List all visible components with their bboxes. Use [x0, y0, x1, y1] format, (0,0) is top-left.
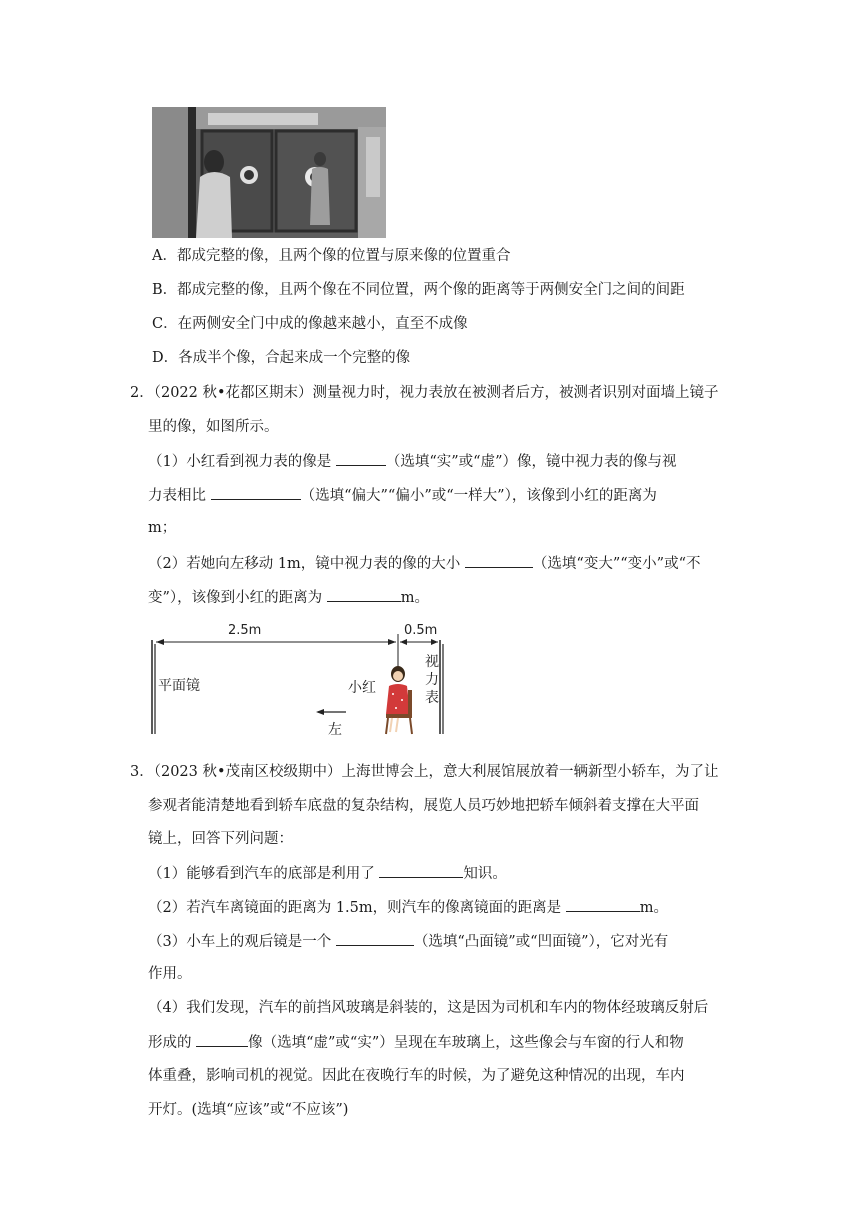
q2-part1-line-3: m； — [148, 520, 177, 536]
q3-stem-line-3: 镜上，回答下列问题： — [148, 831, 293, 847]
q3-stem-line-2: 参观者能清楚地看到轿车底盘的复杂结构，展览人员巧妙地把轿车倾斜着支撑在大平面 — [148, 798, 699, 814]
q2-blank-1[interactable] — [336, 451, 386, 466]
q3-part3-line-1 — [148, 931, 668, 952]
q2-part2-line-1 — [148, 553, 701, 574]
q2-p1-text-b: （选填“实”或“虚”）像，镜中视力表的像与视 — [385, 454, 677, 470]
q3-stem-line-1 — [130, 762, 719, 782]
dist-left-label: 2.5m — [228, 623, 262, 638]
q2-p1-text-d: （选填“偏大”“偏小”或“一样大”），该像到小红的距离为 — [300, 488, 657, 504]
chart-label-3: 表 — [425, 690, 439, 706]
q3-blank-3[interactable] — [336, 931, 414, 946]
q3-part4-line-3: 体重叠，影响司机的视觉。因此在夜晚行车的时候，为了避免这种情况的出现，车内 — [148, 1068, 685, 1084]
q3-source: （2023 秋•茂南区校级期中） — [153, 764, 342, 780]
q2-stem-line-1 — [130, 383, 719, 403]
q3-part2 — [148, 897, 668, 918]
q3-p3-text-a: （3）小车上的观后镜是一个 — [148, 934, 336, 950]
q2-blank-4[interactable] — [327, 587, 401, 602]
q2-stem-1: 测量视力时，视力表放在被测者后方，被测者识别对面墙上镜子 — [312, 385, 719, 401]
q3-p1-text-b: 知识。 — [463, 866, 507, 882]
q2-source: （2022 秋•花都区期末） — [153, 385, 313, 401]
q2-blank-2[interactable] — [211, 485, 301, 500]
q2-p1-text-a: （1）小红看到视力表的像是 — [148, 454, 336, 470]
chart-label-1: 视 — [425, 654, 439, 670]
q1-option-c: C．在两侧安全门中成的像越来越小，直至不成像 — [152, 316, 468, 332]
q2-blank-3[interactable] — [465, 553, 533, 568]
q3-p2-text-a: （2）若汽车离镜面的距离为 1.5m，则汽车的像离镜面的距离是 — [148, 900, 566, 916]
person-label: 小红 — [348, 680, 376, 696]
q2-part2-line-2 — [148, 587, 429, 608]
q3-part4-line-1: （4）我们发现，汽车的前挡风玻璃是斜装的，这是因为司机和车内的物体经玻璃反射后 — [148, 1000, 709, 1016]
q2-part1-line-1 — [148, 451, 677, 472]
q2-p1-text-c: 力表相比 — [148, 488, 211, 504]
q3-blank-4[interactable] — [196, 1032, 248, 1047]
q2-part1-line-2 — [148, 485, 657, 506]
q2-p2-text-b: （选填“变大”“变小”或“不 — [532, 556, 701, 572]
q2-p2-text-a: （2）若她向左移动 1m，镜中视力表的像的大小 — [148, 556, 465, 572]
q3-p2-text-b: m。 — [639, 900, 669, 916]
q3-blank-1[interactable] — [379, 863, 463, 878]
safety-door-photo — [152, 107, 386, 238]
q3-part1 — [148, 863, 507, 884]
q3-part4-line-2 — [148, 1032, 684, 1053]
q3-p4-text-b: 形成的 — [148, 1035, 197, 1051]
q1-option-d: D．各成半个像，合起来成一个完整的像 — [152, 350, 411, 366]
q2-stem-line-2: 里的像，如图所示。 — [148, 419, 279, 435]
q2-number: 2． — [130, 385, 154, 401]
q1-option-b: B．都成完整的像，且两个像在不同位置，两个像的距离等于两侧安全门之间的间距 — [152, 282, 685, 298]
q3-part3-line-2: 作用。 — [148, 966, 192, 982]
q3-p1-text-a: （1）能够看到汽车的底部是利用了 — [148, 866, 380, 882]
q1-option-a: A．都成完整的像，且两个像的位置与原来像的位置重合 — [152, 248, 511, 264]
q3-part4-line-4: 开灯。(选填“应该”或“不应该”) — [148, 1102, 349, 1118]
q3-p3-text-b: （选填“凸面镜”或“凹面镜”），它对光有 — [413, 934, 669, 950]
girl-figure — [386, 666, 412, 734]
mirror-label: 平面镜 — [158, 678, 200, 694]
eye-test-diagram — [146, 614, 456, 738]
q2-p2-text-d: m。 — [400, 590, 430, 606]
q3-number: 3． — [130, 764, 154, 780]
q2-p2-text-c: 变”），该像到小红的距离为 — [148, 590, 327, 606]
q3-stem-1: 上海世博会上，意大利展馆展放着一辆新型小轿车，为了让 — [341, 764, 719, 780]
q3-blank-2[interactable] — [566, 897, 640, 912]
chart-label-2: 力 — [425, 672, 439, 688]
dist-right-label: 0.5m — [404, 623, 438, 638]
q3-p4-text-c: 像（选填“虚”或“实”）呈现在车玻璃上，这些像会与车窗的行人和物 — [248, 1035, 684, 1051]
arrow-label: 左 — [328, 722, 342, 738]
